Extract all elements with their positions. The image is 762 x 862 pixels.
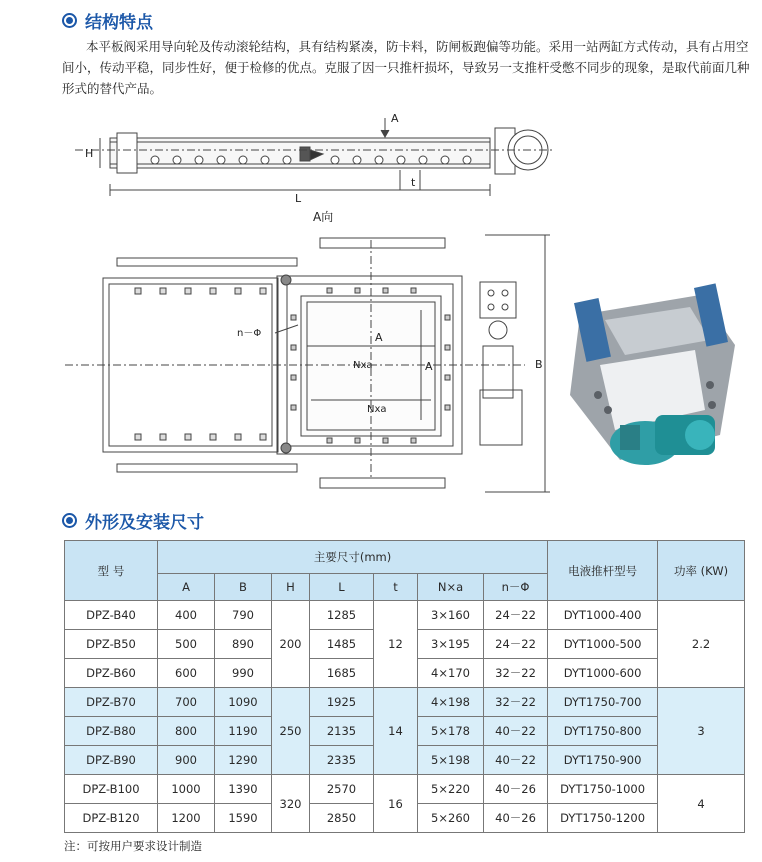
cell-l: 2135 (310, 717, 374, 746)
cell-l: 2570 (310, 775, 374, 804)
cell-pusher: DYT1000-500 (548, 630, 658, 659)
cell-n-phi: 24－22 (484, 630, 548, 659)
cell-nxa: 5×260 (418, 804, 484, 833)
cell-a: 1200 (158, 804, 215, 833)
cell-l: 1685 (310, 659, 374, 688)
cell-nxa: 3×195 (418, 630, 484, 659)
cell-n-phi: 32－22 (484, 659, 548, 688)
label-a-view: A向 (313, 210, 334, 224)
header-nxa: N×a (418, 574, 484, 601)
cell-n-phi: 40－22 (484, 717, 548, 746)
cell-power: 2.2 (658, 601, 745, 688)
header-pusher: 电液推杆型号 (548, 541, 658, 601)
cell-b: 1090 (215, 688, 272, 717)
cell-t: 14 (374, 688, 418, 775)
label-a-vertical: A (425, 360, 433, 373)
cell-l: 2335 (310, 746, 374, 775)
product-photo (560, 275, 740, 475)
cell-a: 400 (158, 601, 215, 630)
cell-l: 1285 (310, 601, 374, 630)
label-a-arrow: A (391, 112, 399, 125)
cell-nxa: 3×160 (418, 601, 484, 630)
cell-nxa: 5×198 (418, 746, 484, 775)
table-row (65, 688, 745, 717)
section-title-structure (62, 8, 153, 33)
cell-nxa: 5×178 (418, 717, 484, 746)
cell-model: DPZ-B60 (65, 659, 158, 688)
cell-n-phi: 24－22 (484, 601, 548, 630)
plan-view (65, 235, 550, 492)
cell-model: DPZ-B90 (65, 746, 158, 775)
cell-n-phi: 40－22 (484, 746, 548, 775)
cell-h: 250 (272, 688, 310, 775)
footnote: 注：可按用户要求设计制造 (64, 839, 202, 853)
intro-paragraph: 本平板阀采用导向轮及传动滚轮结构，具有结构紧凑，防卡料，防闸板跑偏等功能。采用一站两缸方式传动，具有占用空间小，传动平稳，同步性好，便于检修的优点。克服了因一只推杆损坏，导致另一支推杆受憋不同步的现象，是取代前面几种形式的替代产品。 (62, 39, 750, 96)
header-a: A (158, 574, 215, 601)
section-title-text: 外形及安装尺寸 (85, 513, 204, 533)
cell-nxa: 5×220 (418, 775, 484, 804)
cell-b: 1390 (215, 775, 272, 804)
section-title-text: 结构特点 (85, 13, 153, 33)
circle-bullet-icon (62, 513, 77, 528)
label-b: B (535, 358, 543, 371)
cell-model: DPZ-B120 (65, 804, 158, 833)
cell-pusher: DYT1750-900 (548, 746, 658, 775)
circle-bullet-icon (62, 13, 77, 28)
cell-n-phi: 32－22 (484, 688, 548, 717)
header-main-dims: 主要尺寸(mm) (158, 541, 548, 574)
cell-b: 1290 (215, 746, 272, 775)
cell-l: 1925 (310, 688, 374, 717)
label-nxa-vertical: Nxa (353, 360, 373, 371)
cell-nxa: 4×198 (418, 688, 484, 717)
cell-pusher: DYT1750-1200 (548, 804, 658, 833)
cell-pusher: DYT1000-400 (548, 601, 658, 630)
header-n-phi: n－Φ (484, 574, 548, 601)
header-t: t (374, 574, 418, 601)
label-n-phi: n－Φ (237, 328, 262, 339)
dimension-table (64, 540, 745, 833)
table-row (65, 775, 745, 804)
cell-a: 600 (158, 659, 215, 688)
cell-n-phi: 40－26 (484, 775, 548, 804)
cell-b: 790 (215, 601, 272, 630)
cell-model: DPZ-B80 (65, 717, 158, 746)
cell-model: DPZ-B50 (65, 630, 158, 659)
cell-h: 320 (272, 775, 310, 833)
cell-l: 2850 (310, 804, 374, 833)
cell-b: 1190 (215, 717, 272, 746)
section-title-dimensions (62, 508, 204, 533)
cell-a: 1000 (158, 775, 215, 804)
cell-pusher: DYT1750-1000 (548, 775, 658, 804)
header-l: L (310, 574, 374, 601)
cell-t: 16 (374, 775, 418, 833)
label-l: L (295, 192, 302, 205)
cell-t: 12 (374, 601, 418, 688)
cell-l: 1485 (310, 630, 374, 659)
header-model: 型 号 (65, 541, 158, 601)
cell-b: 890 (215, 630, 272, 659)
cell-model: DPZ-B100 (65, 775, 158, 804)
cell-model: DPZ-B40 (65, 601, 158, 630)
label-t: t (411, 176, 416, 189)
cell-power: 4 (658, 775, 745, 833)
cell-model: DPZ-B70 (65, 688, 158, 717)
technical-drawing (55, 100, 555, 505)
label-a-inner: A (375, 331, 383, 344)
label-h: H (85, 147, 94, 160)
label-nxa-horizontal: Nxa (367, 404, 387, 415)
cell-a: 900 (158, 746, 215, 775)
cell-pusher: DYT1000-600 (548, 659, 658, 688)
header-power: 功率 (KW) (658, 541, 745, 601)
cell-a: 800 (158, 717, 215, 746)
cell-pusher: DYT1750-800 (548, 717, 658, 746)
cell-a: 500 (158, 630, 215, 659)
cell-h: 200 (272, 601, 310, 688)
cell-b: 990 (215, 659, 272, 688)
cell-a: 700 (158, 688, 215, 717)
side-view (75, 118, 555, 196)
cell-pusher: DYT1750-700 (548, 688, 658, 717)
cell-nxa: 4×170 (418, 659, 484, 688)
header-b: B (215, 574, 272, 601)
table-row (65, 601, 745, 630)
cell-b: 1590 (215, 804, 272, 833)
cell-n-phi: 40－26 (484, 804, 548, 833)
cell-power: 3 (658, 688, 745, 775)
header-h: H (272, 574, 310, 601)
